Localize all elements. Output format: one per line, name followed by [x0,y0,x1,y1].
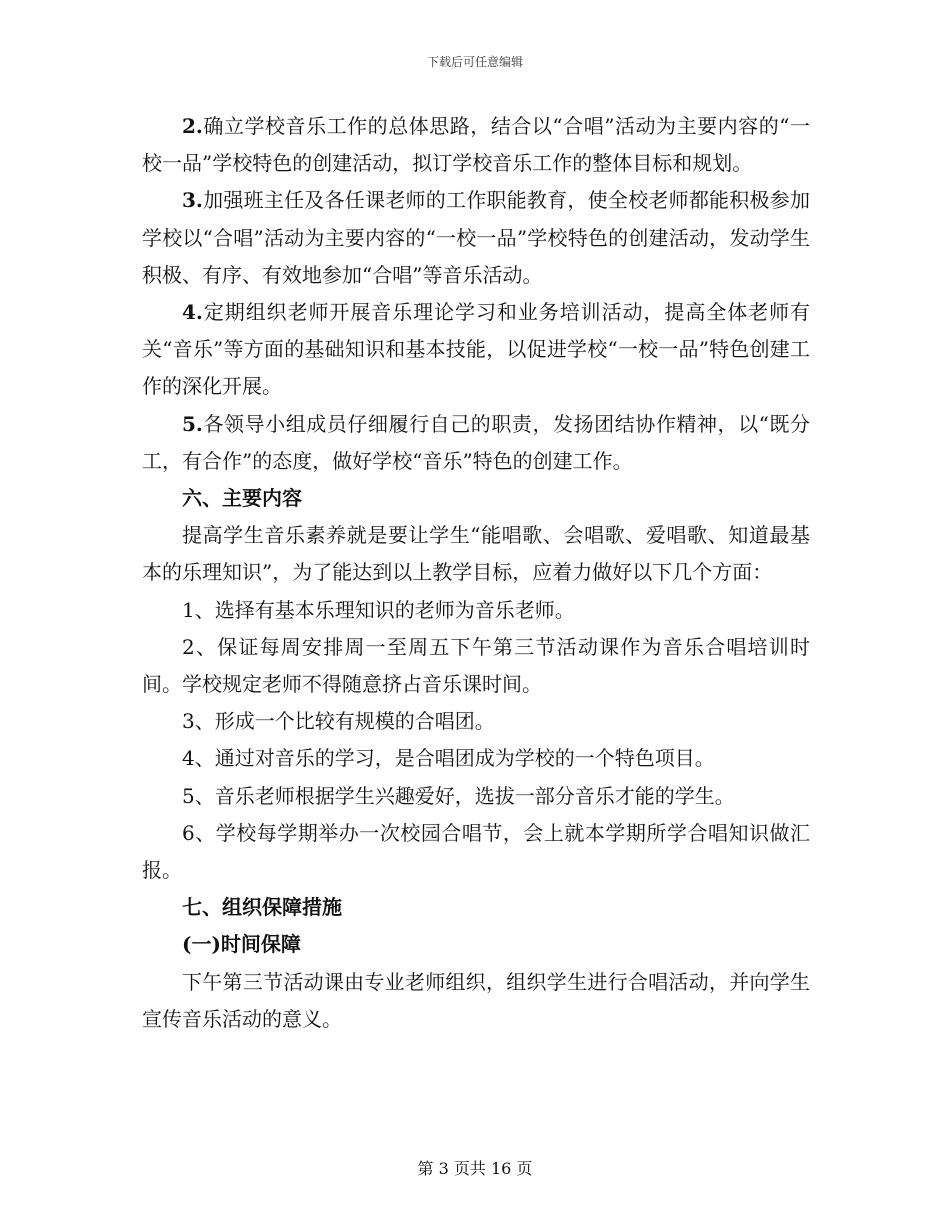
section-heading-safeguards: 七、组织保障措施 [182,895,342,920]
document-body [142,108,810,1038]
paragraph-text: 各领导小组成员仔细履行自己的职责，发扬团结协作精神，以“既分工，有合作”的态度，做好学校“音乐”特色的创建工作。 [142,411,810,473]
list-item-3: 3、形成一个比较有规模的合唱团。 [182,709,495,734]
paragraph-text: 定期组织老师开展音乐理论学习和业务培训活动，提高全体老师有关“音乐”等方面的基础知识和基本技能，以促进学校“一校一品”特色创建工作的深化开展。 [142,300,810,399]
list-item-5: 5、音乐老师根据学生兴趣爱好，选拔一部分音乐才能的学生。 [182,783,735,808]
paragraph-text: 确立学校音乐工作的总体思路，结合以“合唱”活动为主要内容的“一校一品”学校特色的创建活动，拟订学校音乐工作的整体目标和规划。 [142,114,810,176]
paragraph-text: 加强班主任及各任课老师的工作职能教育，使全校老师都能积极参加学校以“合唱”活动为主要内容的“一校一品”学校特色的创建活动，发动学生积极、有序、有效地参加“合唱”等音乐活动。 [142,188,810,287]
item-number: 2. [182,114,203,138]
paragraph-time-safeguard: 下午第三节活动课由专业老师组织，组织学生进行合唱活动，并向学生宣传音乐活动的意义。 [142,969,810,1031]
paragraph-item-5 [142,406,810,480]
item-number: 5. [182,411,203,436]
section-heading-main-content: 六、主要内容 [182,486,302,511]
paragraph-intro: 提高学生音乐素养就是要让学生“能唱歌、会唱歌、爱唱歌、知道最基本的乐理知识”，为了能达到以上教学目标，应着力做好以下几个方面： [142,523,810,585]
list-item-1: 1、选择有基本乐理知识的老师为音乐老师。 [182,597,575,622]
subsection-heading-time: (一)时间保障 [182,932,301,957]
paragraph-item-2 [142,108,810,182]
list-item-6: 6、学校每学期举办一次校园合唱节，会上就本学期所学合唱知识做汇报。 [142,820,810,883]
item-number: 4. [182,300,203,325]
item-number: 3. [182,188,203,213]
paragraph-item-4 [142,294,810,406]
paragraph-item-3 [142,182,810,294]
list-item-2: 2、保证每周安排周一至周五下午第三节活动课作为音乐合唱培训时间。学校规定老师不得随意挤占音乐课时间。 [142,634,810,697]
page-number: 第 3 页共 16 页 [417,1159,533,1178]
list-item-4: 4、通过对音乐的学习，是合唱团成为学校的一个特色项目。 [182,746,715,771]
page-header-note: 下载后可任意编辑 [426,55,523,69]
